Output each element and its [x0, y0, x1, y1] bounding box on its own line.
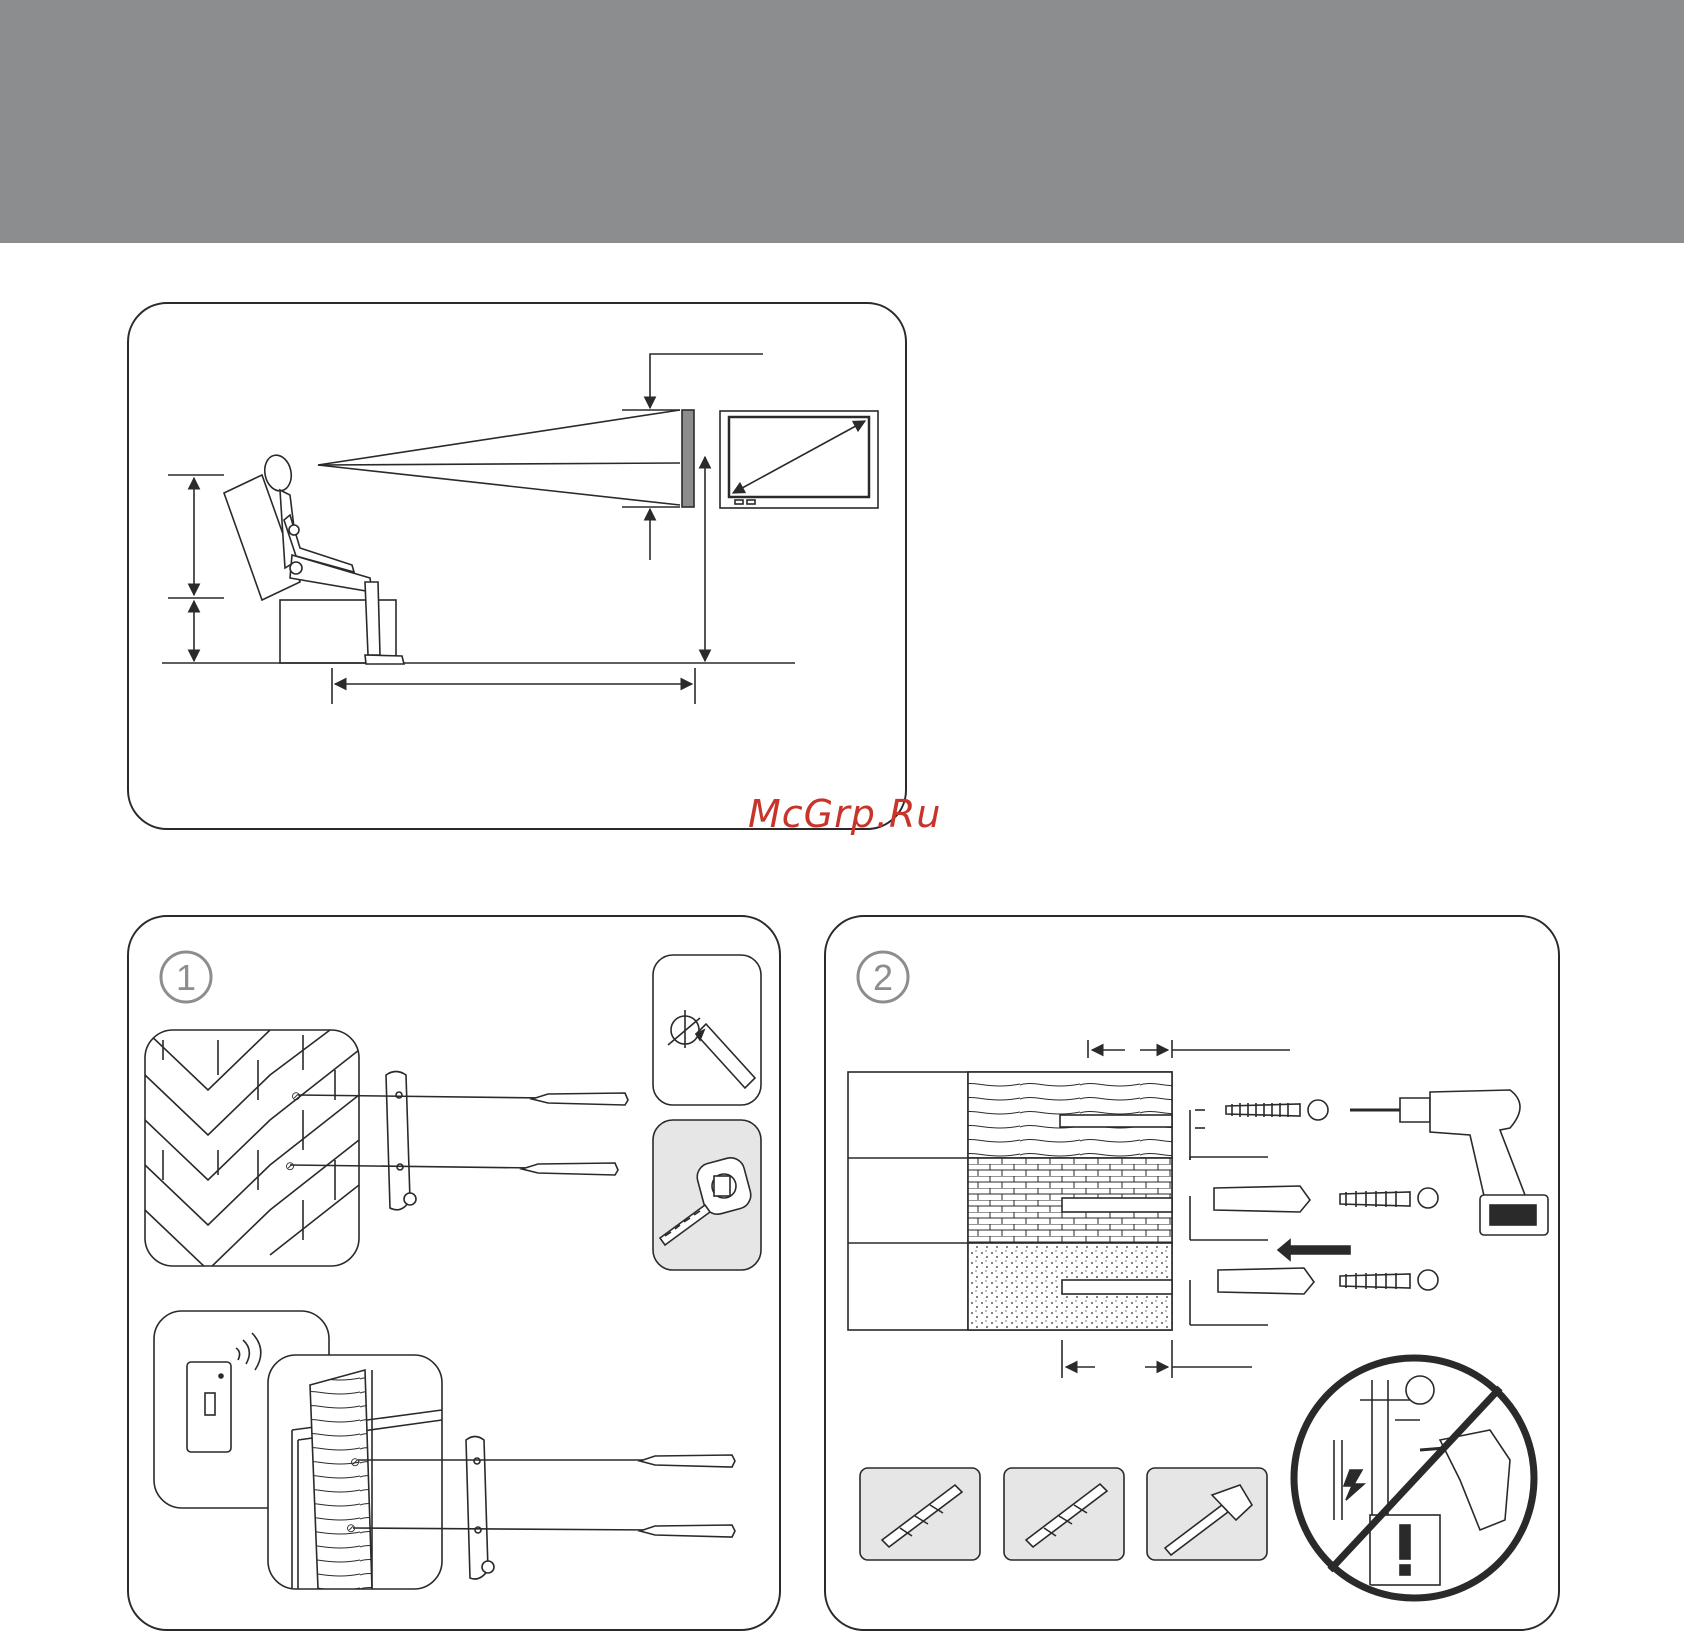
svg-text:⊘: ⊘: [346, 1521, 357, 1535]
step-2-diagram: [848, 952, 1548, 1598]
svg-text:⊘: ⊘: [285, 1159, 296, 1173]
flat-tv-icon: [720, 411, 878, 508]
svg-text:⊘: ⊘: [291, 1089, 302, 1103]
seated-mannequin-icon: [262, 453, 404, 664]
step-1-diagram: [145, 952, 761, 1589]
power-drill-icon: [1350, 1090, 1548, 1235]
step-2-number: 2: [872, 957, 894, 998]
viewing-diagram: [162, 354, 878, 704]
watermark: McGrp.Ru: [748, 792, 942, 836]
step-1-number: 1: [175, 957, 197, 998]
svg-text:⊘: ⊘: [350, 1455, 361, 1469]
no-drill-hazard-icon: [1294, 1358, 1534, 1598]
